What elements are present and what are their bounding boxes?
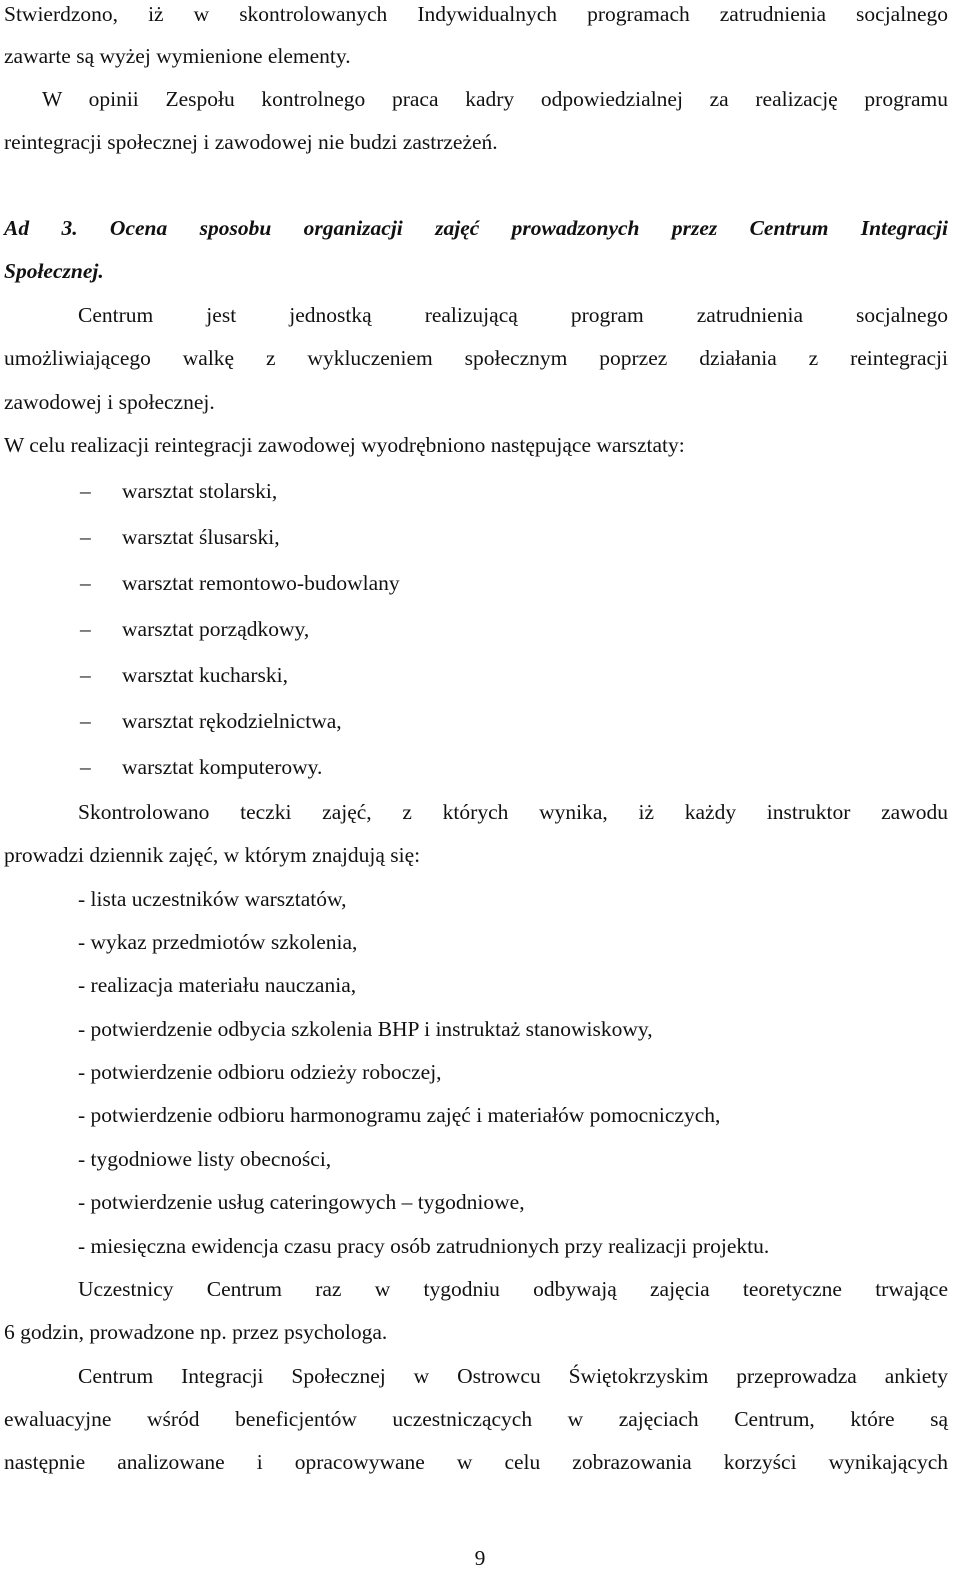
list-item: - potwierdzenie usług cateringowych – tygodniowe, (78, 1190, 525, 1214)
list-item: - lista uczestników warsztatów, (78, 887, 347, 911)
list-item (80, 707, 342, 735)
list-item (80, 615, 309, 643)
workshop-label: warsztat ślusarski, (122, 525, 280, 549)
list-item (80, 569, 400, 597)
paragraph-3-line-2: umożliwiającego walkę z wykluczeniem społecznym poprzez działania z reintegracji (4, 346, 948, 370)
paragraph-2-line-1: W opinii Zespołu kontrolnego praca kadry odpowiedzialnej za realizację programu (42, 87, 948, 111)
list-item (80, 753, 322, 781)
list-item: - potwierdzenie odbycia szkolenia BHP i instruktaż stanowiskowy, (78, 1017, 653, 1041)
workshop-label: warsztat komputerowy. (122, 755, 323, 779)
paragraph-5-line-2: 6 godzin, prowadzone np. przez psychologa. (4, 1320, 388, 1344)
workshop-label: warsztat kucharski, (122, 663, 288, 687)
section-heading-line-1: Ad 3. Ocena sposobu organizacji zajęć prowadzonych przez Centrum Integracji (4, 216, 948, 240)
dash-bullet: – (80, 525, 91, 549)
list-item: - miesięczna ewidencja czasu pracy osób zatrudnionych przy realizacji projektu. (78, 1234, 770, 1258)
paragraph-4-line-2: prowadzi dziennik zajęć, w którym znajdują się: (4, 843, 421, 867)
list-item: - tygodniowe listy obecności, (78, 1147, 332, 1171)
workshop-label: warsztat stolarski, (122, 479, 278, 503)
dash-bullet: – (80, 617, 91, 641)
paragraph-3-line-3: zawodowej i społecznej. (4, 390, 215, 414)
workshop-label: warsztat porządkowy, (122, 617, 310, 641)
list-item (80, 477, 277, 505)
paragraph-1-line-2: zawarte są wyżej wymienione elementy. (4, 44, 351, 68)
workshops-intro: W celu realizacji reintegracji zawodowej wyodrębniono następujące warsztaty: (4, 433, 685, 457)
paragraph-3-line-1: Centrum jest jednostką realizującą program zatrudnienia socjalnego (78, 303, 948, 327)
dash-bullet: – (80, 709, 91, 733)
paragraph-5-line-1: Uczestnicy Centrum raz w tygodniu odbywają zajęcia teoretyczne trwające (78, 1277, 948, 1301)
dash-bullet: – (80, 571, 91, 595)
dash-bullet: – (80, 479, 91, 503)
workshop-label: warsztat remontowo-budowlany (122, 571, 400, 595)
section-heading-line-2: Społecznej. (4, 259, 104, 283)
paragraph-1-line-1: Stwierdzono, iż w skontrolowanych Indywidualnych programach zatrudnienia socjalnego (4, 2, 948, 26)
paragraph-6-line-2: ewaluacyjne wśród beneficjentów uczestniczących w zajęciach Centrum, które są (4, 1407, 948, 1431)
list-item (80, 523, 280, 551)
paragraph-6-line-1: Centrum Integracji Społecznej w Ostrowcu Świętokrzyskim przeprowadza ankiety (78, 1364, 948, 1388)
dash-bullet: – (80, 663, 91, 687)
paragraph-2-line-2: reintegracji społecznej i zawodowej nie budzi zastrzeżeń. (4, 130, 498, 154)
list-item: - wykaz przedmiotów szkolenia, (78, 930, 358, 954)
list-item: - realizacja materiału nauczania, (78, 973, 357, 997)
page-number: 9 (474, 1546, 486, 1570)
paragraph-6-line-3: następnie analizowane i opracowywane w celu zobrazowania korzyści wynikających (4, 1450, 948, 1474)
list-item: - potwierdzenie odbioru harmonogramu zajęć i materiałów pomocniczych, (78, 1103, 721, 1127)
list-item (80, 661, 288, 689)
dash-bullet: – (80, 755, 91, 779)
paragraph-4-line-1: Skontrolowano teczki zajęć, z których wynika, iż każdy instruktor zawodu (78, 800, 948, 824)
list-item: - potwierdzenie odbioru odzieży roboczej, (78, 1060, 442, 1084)
workshop-label: warsztat rękodzielnictwa, (122, 709, 342, 733)
